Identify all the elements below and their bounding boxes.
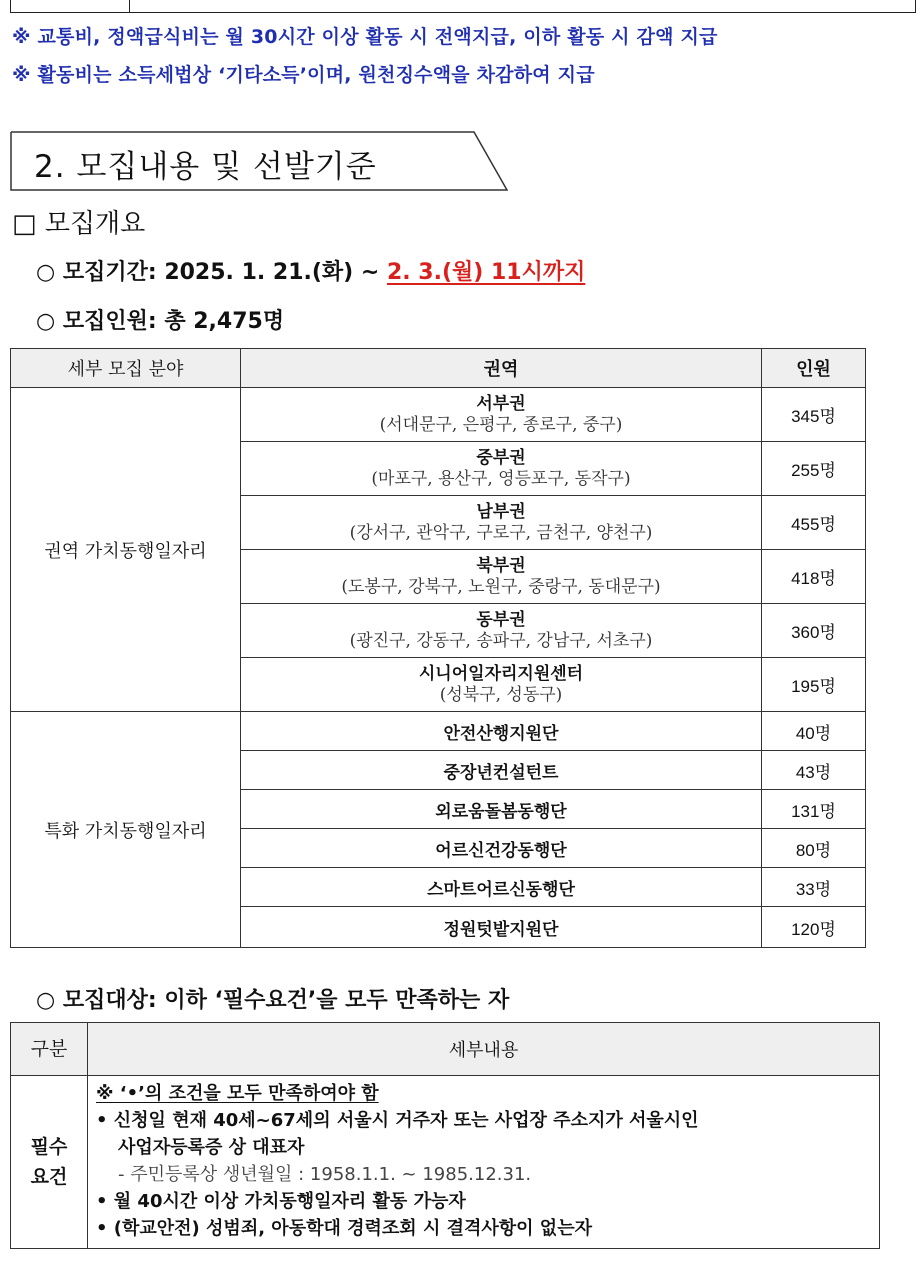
region-districts: (성북구, 성동구)	[439, 684, 563, 705]
period-deadline: 2. 3.(월) 11시까지	[386, 260, 586, 285]
region-name: 서부권	[476, 393, 526, 414]
region-districts: (강서구, 관악구, 구로구, 금천구, 양천구)	[349, 522, 653, 543]
note-activity-tax: ※ 활동비는 소득세법상 ‘기타소득’이며, 원천징수액을 차감하여 지급	[12, 64, 595, 86]
table-row	[11, 388, 866, 442]
requirement-background: • (학교안전) 성범죄, 아동학대 경력조회 시 결격사항이 없는자	[96, 1218, 592, 1239]
requirement-age-cont: 사업자등록증 상 대표자	[118, 1137, 305, 1158]
special-count: 120명	[762, 907, 866, 948]
region-name: 북부권	[476, 555, 526, 576]
requirement-birthdate: - 주민등록상 생년월일 : 1958.1.1. ~ 1985.12.31.	[118, 1164, 532, 1185]
special-name: 안전산행지원단	[241, 712, 762, 751]
requirement-note: ※ ‘•’의 조건을 모두 만족하여야 함	[96, 1083, 379, 1104]
section-title: 2. 모집내용 및 선발기준	[34, 149, 377, 185]
header-region: 권역	[241, 349, 762, 388]
special-name: 어르신건강동행단	[241, 829, 762, 868]
special-name: 중장년컨설턴트	[241, 751, 762, 790]
group-special: 특화 가치동행일자리	[11, 712, 241, 948]
special-count: 80명	[762, 829, 866, 868]
header-details: 세부내용	[88, 1023, 880, 1076]
requirements-body	[88, 1076, 880, 1249]
special-count: 40명	[762, 712, 866, 751]
recruit-period	[36, 255, 585, 286]
row-label-line1: 필수	[30, 1136, 68, 1158]
row-label-line2: 요건	[30, 1166, 68, 1188]
region-count: 360명	[762, 604, 866, 658]
requirement-hours: • 월 40시간 이상 가치동행일자리 활동 가능자	[96, 1191, 466, 1212]
note-transport-meal: ※ 교통비, 정액급식비는 월 30시간 이상 활동 시 전액지급, 이하 활동 시 감액 지급	[12, 26, 718, 48]
special-count: 43명	[762, 751, 866, 790]
region-name: 중부권	[476, 447, 526, 468]
header-count: 인원	[762, 349, 866, 388]
region-count: 345명	[762, 388, 866, 442]
header-category: 구분	[11, 1023, 88, 1076]
region-districts: (서대문구, 은평구, 종로구, 중구)	[379, 414, 623, 435]
special-count: 131명	[762, 790, 866, 829]
region-count: 255명	[762, 442, 866, 496]
recruit-headcount: ○ 모집인원: 총 2,475명	[36, 309, 285, 334]
region-districts: (광진구, 강동구, 송파구, 강남구, 서초구)	[349, 630, 653, 651]
section-title-box	[10, 131, 508, 191]
special-name: 스마트어르신동행단	[241, 868, 762, 907]
period-prefix: ○ 모집기간: 2025. 1. 21.(화) ~	[36, 260, 387, 285]
region-count: 195명	[762, 658, 866, 712]
region-name: 시니어일자리지원센터	[418, 663, 584, 684]
region-districts: (도봉구, 강북구, 노원구, 중랑구, 동대문구)	[341, 576, 661, 597]
previous-table-bottom	[10, 0, 916, 13]
header-field: 세부 모집 분야	[11, 349, 241, 388]
requirements-table	[10, 1022, 880, 1249]
region-count: 418명	[762, 550, 866, 604]
special-name: 정원텃밭지원단	[241, 907, 762, 948]
target-heading: ○ 모집대상: 이하 ‘필수요건’을 모두 만족하는 자	[36, 988, 510, 1013]
region-count: 455명	[762, 496, 866, 550]
requirement-age: • 신청일 현재 40세~67세의 서울시 거주자 또는 사업장 주소지가 서울시인	[96, 1110, 699, 1131]
overview-heading: □ 모집개요	[12, 209, 146, 239]
group-regional: 권역 가치동행일자리	[11, 388, 241, 712]
row-label	[11, 1076, 88, 1249]
table-row	[11, 1076, 880, 1249]
special-name: 외로움돌봄동행단	[241, 790, 762, 829]
recruit-table	[10, 348, 866, 948]
region-districts: (마포구, 용산구, 영등포구, 동작구)	[371, 468, 631, 489]
special-count: 33명	[762, 868, 866, 907]
table-row	[11, 712, 866, 751]
region-name: 동부권	[476, 609, 526, 630]
region-name: 남부권	[476, 501, 526, 522]
